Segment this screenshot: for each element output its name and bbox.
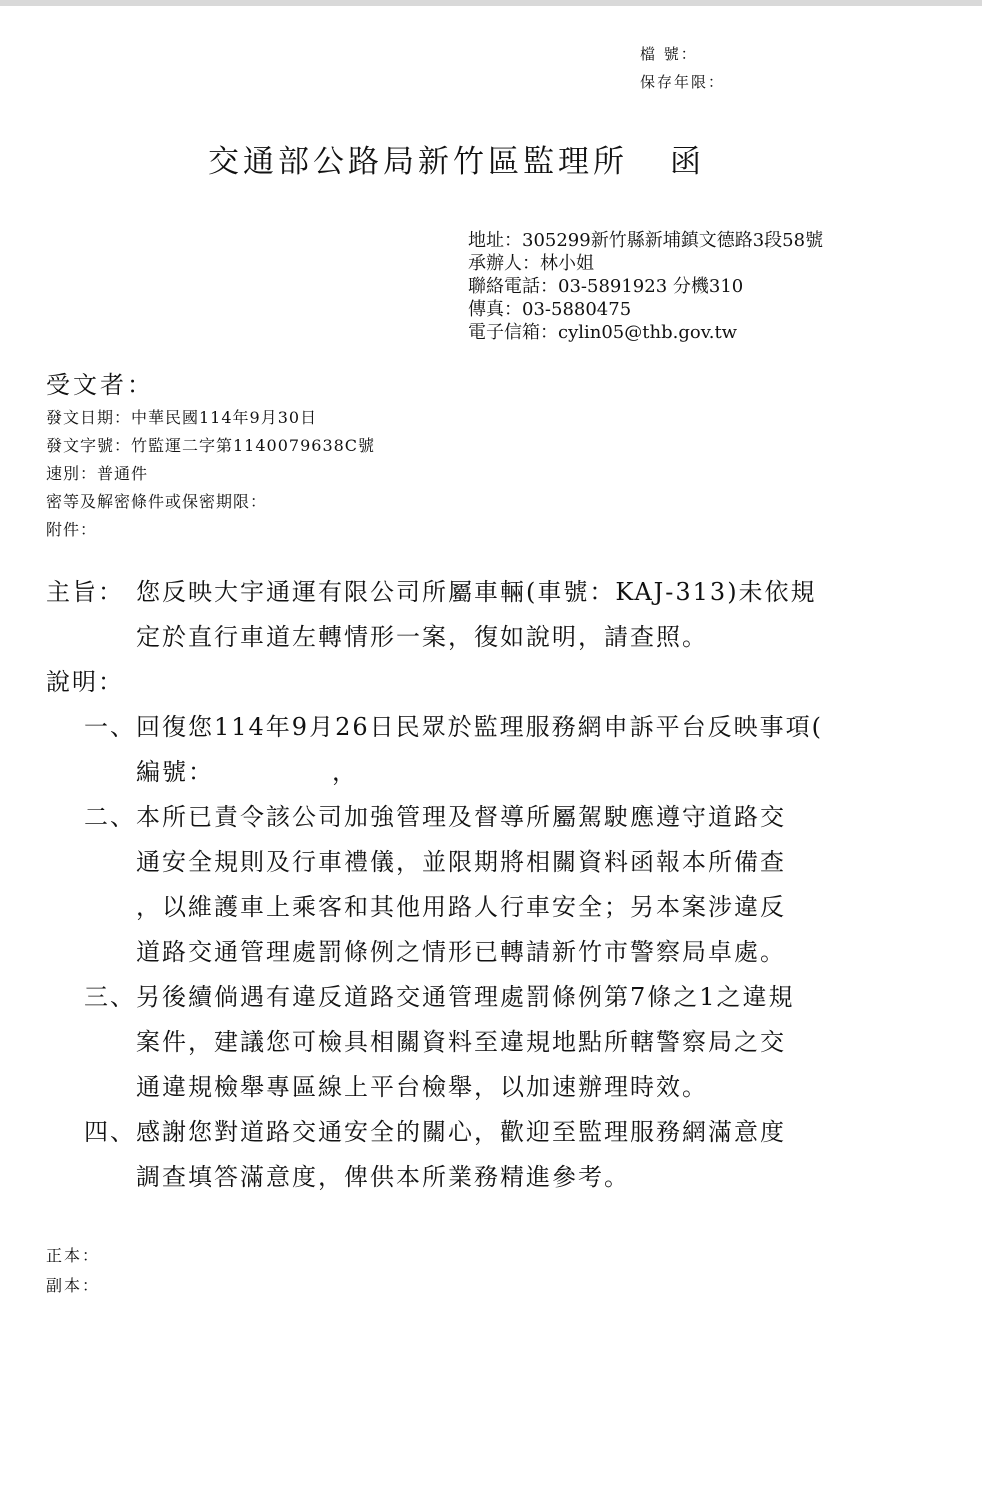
contact-block (468, 229, 823, 344)
document-kind: 函 (670, 144, 705, 180)
item-number: 一、 (84, 713, 136, 741)
item-number: 二、 (84, 803, 136, 831)
document-number: 發文字號：竹監運二字第1140079638C號 (46, 436, 376, 455)
item-number: 四、 (84, 1118, 136, 1146)
delivery-speed: 速別：普通件 (46, 464, 149, 483)
file-number-label: 檔 號： (640, 45, 698, 63)
distribution-block (46, 1241, 100, 1301)
contact-handler: 承辦人：林小姐 (468, 253, 594, 274)
item-line: 道路交通管理處罰條例之情形已轉請新竹市警察局卓處。 (136, 938, 786, 966)
recipient-label: 受文者： (46, 371, 154, 399)
attachment-label: 附件： (46, 520, 98, 539)
item-line: ，以維護車上乘客和其他用路人行車安全；另本案涉違反 (136, 893, 786, 921)
item-line: 調查填答滿意度，俾供本所業務精進參考。 (136, 1163, 630, 1191)
contact-phone: 聯絡電話：03-5891923 分機310 (468, 276, 744, 297)
item-line: 另後續倘遇有違反道路交通管理處罰條例第7條之1之違規 (136, 983, 795, 1011)
item-line: 案件，建議您可檢具相關資料至違規地點所轄警察局之交 (136, 1028, 786, 1056)
item-line: 回復您114年9月26日民眾於監理服務網申訴平台反映事項( (136, 713, 823, 741)
contact-email: 電子信箱：cylin05@thb.gov.tw (468, 322, 738, 343)
agency-name: 交通部公路局新竹區監理所 (208, 144, 628, 180)
explanation-label: 說明： (46, 668, 124, 696)
explanation-item (46, 1110, 896, 1200)
subject-section (46, 570, 896, 660)
subject-text (136, 570, 896, 660)
main-recipient-label: 正本： (46, 1246, 101, 1265)
document-meta (46, 404, 375, 544)
item-line: 編號： ， (136, 758, 358, 786)
subject-line: 定於直行車道左轉情形一案，復如說明，請查照。 (136, 623, 708, 651)
item-line: 感謝您對道路交通安全的關心，歡迎至監理服務網滿意度 (136, 1118, 786, 1146)
document-body (46, 570, 896, 1200)
item-number: 三、 (84, 983, 136, 1011)
subject-line: 您反映大宇通運有限公司所屬車輛(車號：KAJ-313)未依規 (136, 578, 817, 606)
copy-recipient-label: 副本： (46, 1276, 101, 1295)
contact-address: 地址：305299新竹縣新埔鎮文德路3段58號 (468, 230, 824, 251)
item-line: 本所已責令該公司加強管理及督導所屬駕駛應遵守道路交 (136, 803, 786, 831)
page-top-edge (0, 0, 982, 6)
explanation-item (46, 975, 896, 1110)
contact-fax: 傳真：03-5880475 (468, 299, 632, 320)
retention-period-label: 保存年限： (640, 73, 726, 91)
explanation-item (46, 705, 896, 795)
item-line: 通安全規則及行車禮儀，並限期將相關資料函報本所備查 (136, 848, 786, 876)
subject-label: 主旨： (46, 578, 124, 606)
classification-label: 密等及解密條件或保密期限： (46, 492, 268, 511)
explanation-item (46, 795, 896, 975)
file-meta (640, 40, 725, 96)
document-title (208, 136, 705, 181)
issue-date: 發文日期：中華民國114年9月30日 (46, 408, 318, 427)
item-line: 通違規檢舉專區線上平台檢舉，以加速辦理時效。 (136, 1073, 708, 1101)
